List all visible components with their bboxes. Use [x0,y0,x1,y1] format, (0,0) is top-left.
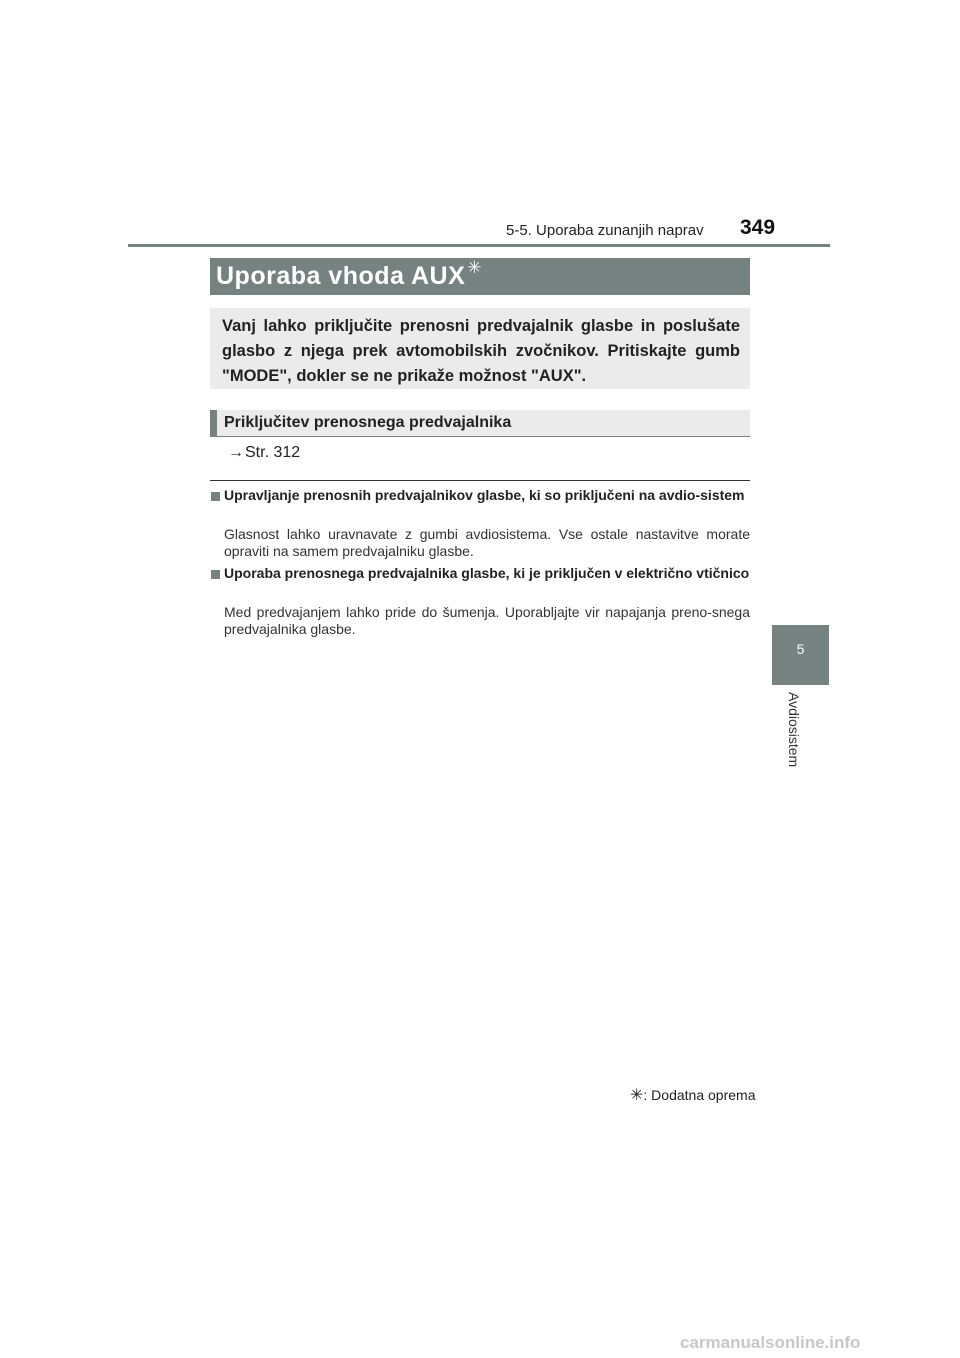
subsection-accent [210,410,217,436]
footnote-text: : Dodatna oprema [643,1087,756,1103]
subsection-underline [210,436,750,437]
header-rule [128,244,830,247]
page-reference[interactable] [228,444,300,462]
chapter-number: 5 [796,641,805,657]
note-body: Glasnost lahko uravnavate z gumbi avdiosistema. Vse ostale nastavitve morate opraviti na samem predvajalniku glasbe. [224,526,750,559]
divider [210,480,750,481]
note-body: Med predvajanjem lahko pride do šumenja. Uporabljajte vir napajanja preno-snega predvajalnika glasbe. [224,604,750,637]
watermark: carmanualsonline.info [680,1333,861,1352]
page-number: 349 [740,216,776,239]
page-reference-text: Str. 312 [245,444,301,461]
arrow-right-icon: → [228,444,244,461]
chapter-label: Avdiosistem [786,692,802,768]
note-heading: Uporaba prenosnega predvajalnika glasbe, ki je priključen v električno vtičnico [224,565,750,581]
asterisk-icon: ✳ [630,1087,644,1104]
page-title-text: Uporaba vhoda AUX [216,262,466,290]
square-bullet-icon [211,492,220,501]
page-title [216,258,483,291]
asterisk-icon: ✳ [467,258,483,277]
note-heading: Upravljanje prenosnih predvajalnikov glasbe, ki so priključeni na avdio-sistem [224,487,745,503]
footnote [630,1085,755,1105]
intro-text: Vanj lahko priključite prenosni predvajalnik glasbe in poslušate glasbo z njega prek avtomobilskih zvočnikov. Pritiskajte gumb "MODE", dokler se ne prikaže možnost "AUX". [222,317,740,385]
square-bullet-icon [211,570,220,579]
section-header: 5-5. Uporaba zunanjih naprav [506,222,704,239]
subsection-title: Priključitev prenosnega predvajalnika [224,414,512,431]
